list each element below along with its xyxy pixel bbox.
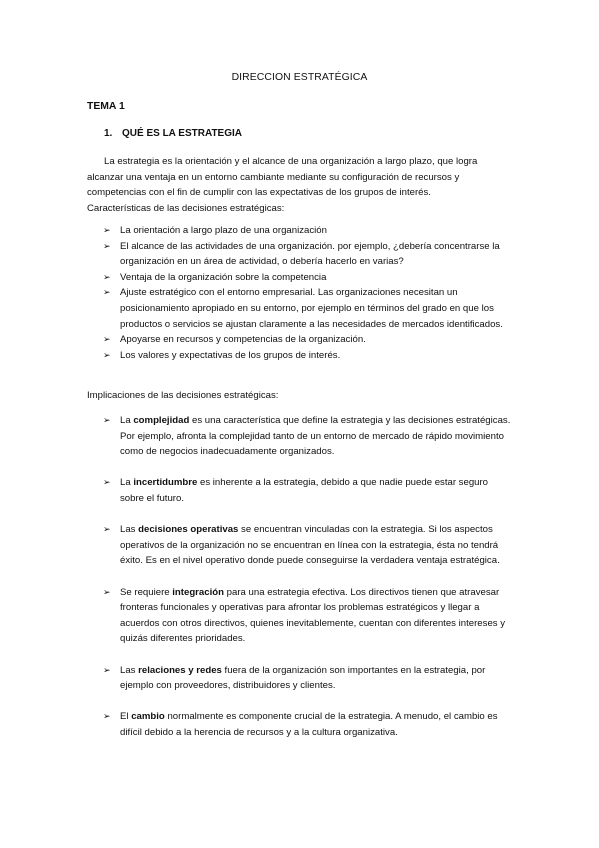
list-item: ➢ Apoyarse en recursos y competencias de la organización. <box>103 332 513 348</box>
arrow-bullet-icon: ➢ <box>103 334 111 345</box>
list-item: ➢ La orientación a largo plazo de una organización <box>103 223 513 239</box>
arrow-bullet-icon: ➢ <box>103 586 111 597</box>
list-item: ➢ Ajuste estratégico con el entorno empresarial. Las organizaciones necesitan un posicionamiento apropiado en su entorno, por ejemplo en términos del grado en que los productos o servicios se ajustan claramente a las necesidades de mercados identificados. <box>103 287 503 330</box>
section-heading <box>104 126 242 142</box>
arrow-bullet-icon: ➢ <box>103 477 111 488</box>
arrow-bullet-icon: ➢ <box>103 524 111 535</box>
arrow-bullet-icon: ➢ <box>103 664 111 675</box>
arrow-bullet-icon: ➢ <box>103 240 111 251</box>
implications-list <box>103 413 513 756</box>
arrow-bullet-icon: ➢ <box>103 349 111 360</box>
arrow-bullet-icon: ➢ <box>103 415 111 425</box>
list-item: ➢ Las relaciones y redes fuera de la organización son importantes en la estrategia, por ejemplo con proveedores, distribuidores y clientes. <box>103 664 486 692</box>
section-number: 1. <box>104 128 113 139</box>
intro-paragraph: La estrategia es la orientación y el alcance de una organización a largo plazo, que logra alcanzar una ventaja en un entorno cambiante mediante su configuración de recursos y competencias con el fin de cumplir con las expectativas de los grupos de interés. <box>87 156 478 199</box>
list-item: ➢ Se requiere integración para una estrategia efectiva. Los directivos tienen que atravesar fronteras funcionales y operativas para afrontar los problemas estratégicos y llegar a acuerdos con otros directivos, quienes inevitablemente, cuentan con diferentes intereses y quizás diferentes prioridades. <box>103 586 506 645</box>
list-item: ➢ El cambio normalmente es componente crucial de la estrategia. A menudo, el cambio es difícil debido a la herencia de recursos y a la cultura organizativa. <box>103 711 498 738</box>
list-item: ➢ Los valores y expectativas de los grupos de interés. <box>103 348 513 364</box>
characteristics-list <box>103 223 513 363</box>
characteristics-heading: Características de las decisiones estratégicas: <box>87 202 285 214</box>
arrow-bullet-icon: ➢ <box>103 711 111 722</box>
intro-block <box>87 154 512 216</box>
section-title: QUÉ ES LA ESTRATEGIA <box>122 128 243 139</box>
arrow-bullet-icon: ➢ <box>103 271 111 282</box>
implications-heading: Implicaciones de las decisiones estratégicas: <box>87 390 279 401</box>
arrow-bullet-icon: ➢ <box>103 225 111 235</box>
list-item: ➢ El alcance de las actividades de una organización. por ejemplo, ¿debería concentrarse la organización en un área de actividad, o debería hacerlo en varias? <box>103 240 500 268</box>
list-item: ➢ Las decisiones operativas se encuentran vinculadas con la estrategia. Si los aspectos operativos de la organización no se encuentran en línea con la estrategia, ésta no tendrá éxito. Es en el nivel operativo donde puede conseguirse la verdadera ventaja estratégica. <box>103 524 500 567</box>
list-item: ➢ Ventaja de la organización sobre la competencia <box>103 270 513 286</box>
tema-heading: TEMA 1 <box>87 101 125 112</box>
arrow-bullet-icon: ➢ <box>103 287 111 298</box>
list-item: ➢ La complejidad es una característica que define la estrategia y las decisiones estratégicas. Por ejemplo, afronta la complejidad tanto de un entorno de mercado de rápido movimiento como de negocios inadecuadamente organizados. <box>103 415 511 458</box>
list-item: ➢ La incertidumbre es inherente a la estrategia, debido a que nadie puede estar seguro sobre el futuro. <box>103 477 489 504</box>
document-title: DIRECCION ESTRATÉGICA <box>231 72 368 83</box>
